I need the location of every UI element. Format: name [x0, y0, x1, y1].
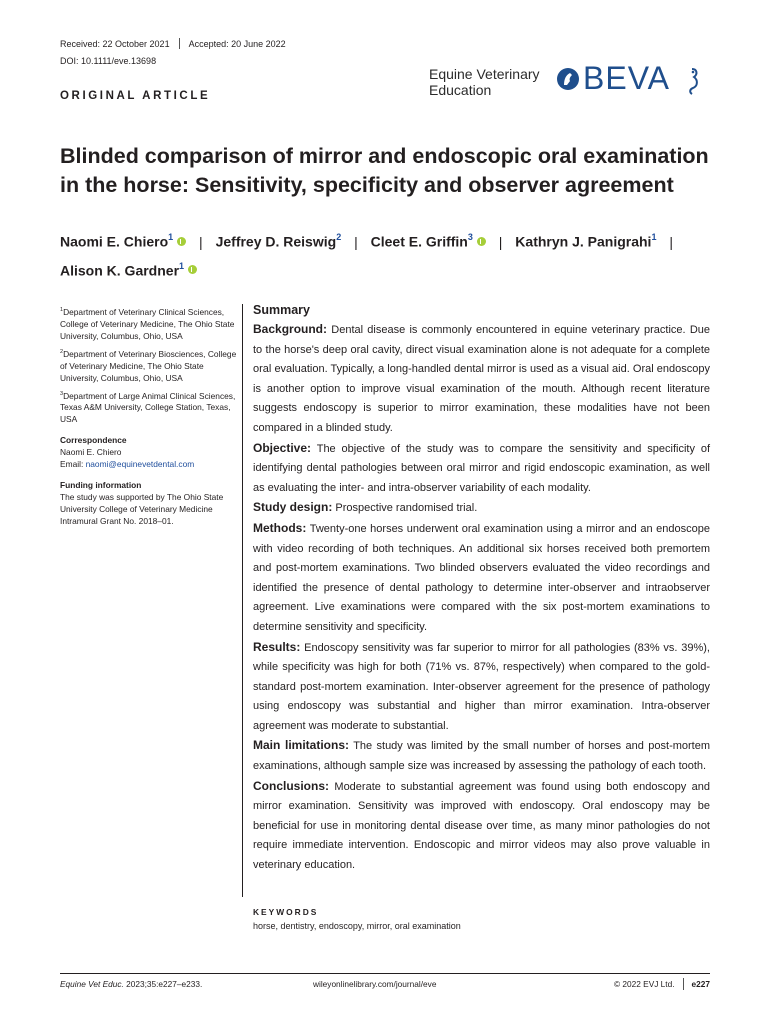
affiliation — [60, 388, 240, 426]
orcid-icon[interactable] — [477, 237, 486, 246]
author-name[interactable]: Alison K. Gardner — [60, 262, 180, 279]
divider — [179, 38, 180, 49]
background-text: Dental disease is commonly encountered in equine veterinary practice. Due to the horse's deep oral cavity, direct visual examination alone is not adequate for a complete oral evaluation. Typically, a long-handled dental mirror is used as a visual aid. Oral endoscopy is another option to improve visual examination of the mouth. Although recent literature suggests endoscopy is superior to mirror examination, these modalities have not been compared in a blinded study. — [253, 324, 710, 434]
limitations-text: The study was limited by the small number of horses and post-mortem examinations, although sample size was increased by assessing the pathology of each tooth. — [253, 740, 711, 773]
beva-logo: BEVA — [583, 60, 670, 96]
orcid-icon[interactable] — [177, 237, 186, 246]
article-type: ORIGINAL ARTICLE — [60, 90, 211, 102]
summary-section — [253, 302, 710, 876]
orcid-icon[interactable] — [188, 265, 197, 274]
title-line-2: in the horse: Sensitivity, specificity and observer agreement — [60, 173, 674, 197]
title-line-1: Blinded comparison of mirror and endoscopic oral examination — [60, 144, 709, 168]
objective-text: The objective of the study was to compare the sensitivity and specificity of identifying dental pathologies between oral mirror and rigid endoscopic examination, as well as evaluating the inter- and intra-observer variability of each modality. — [253, 442, 711, 494]
limitations-label: Main limitations: — [253, 738, 349, 753]
results-label: Results: — [253, 639, 301, 654]
affiliation — [60, 346, 240, 384]
affiliation-sup: 3 — [60, 390, 64, 397]
results-text: Endoscopy sensitivity was far superior to mirror for all pathologies (83% vs. 39%), while specificity was high for both (71% vs. 87%, respectively) when compared to the gold-standard post-mortem examination. Inter-observer agreement for the presence of pathology using endoscopy was substantial and higher than mirror examination. Intra-observer agreement was moderate to substantial. — [253, 641, 710, 732]
doi[interactable]: DOI: 10.1111/eve.13698 — [60, 56, 157, 66]
affiliation-text: Department of Large Animal Clinical Sciences, Texas A&M University, College Station, Texas, USA — [60, 390, 236, 425]
affiliation — [60, 304, 240, 342]
copyright: © 2022 EVJ Ltd. — [613, 979, 675, 989]
limitations-paragraph — [253, 736, 710, 776]
keywords-section — [253, 907, 461, 931]
article-dates — [60, 38, 286, 49]
column-divider — [242, 304, 243, 897]
author-name[interactable]: Kathryn J. Panigrahi — [515, 233, 652, 250]
page-number: e227 — [691, 979, 710, 989]
email-label: Email: — [60, 459, 84, 470]
design-label: Study design: — [253, 500, 333, 515]
affiliation-text: Department of Veterinary Clinical Sciences, College of Veterinary Medicine, The Ohio State University, Columbus, Ohio, USA — [60, 306, 235, 341]
design-text: Prospective randomised trial. — [335, 502, 478, 515]
summary-heading: Summary — [253, 303, 310, 317]
author-divider: | — [498, 233, 503, 250]
background-paragraph — [253, 320, 710, 439]
author-affiliation-sup: 2 — [336, 232, 342, 242]
funding-text: The study was supported by The Ohio State University College of Veterinary Medicine Intramural Grant No. 2018–01. — [60, 492, 224, 527]
correspondence-email — [60, 458, 240, 470]
author-affiliation-sup: 1 — [179, 260, 185, 271]
sidebar-info — [60, 304, 240, 527]
funding-heading: Funding information — [60, 480, 142, 491]
citation — [60, 979, 202, 989]
horse-head-logo-icon — [556, 67, 580, 96]
divider — [683, 978, 684, 990]
results-paragraph — [253, 638, 710, 737]
received-date: Received: 22 October 2021 — [60, 38, 170, 49]
author-divider: | — [669, 233, 673, 250]
author-divider: | — [354, 233, 358, 250]
affiliation-sup: 1 — [60, 307, 64, 313]
keywords-list: horse, dentistry, endoscopy, mirror, oral examination — [253, 921, 461, 931]
author-affiliation-sup: 3 — [467, 232, 473, 242]
aaep-seahorse-logo-icon — [680, 66, 702, 101]
footer-right — [614, 978, 710, 990]
journal-name — [429, 66, 540, 98]
journal-name-line1: Equine Veterinary — [429, 66, 540, 82]
journal-url[interactable]: wileyonlinelibrary.com/journal/eve — [313, 979, 437, 989]
author-divider: | — [199, 233, 203, 250]
author-list — [60, 226, 740, 283]
accepted-date: Accepted: 20 June 2022 — [188, 38, 286, 49]
objective-label: Objective: — [253, 440, 312, 455]
affiliation-text: Department of Veterinary Biosciences, College of Veterinary Medicine, The Ohio State University, Columbus, Ohio, USA — [60, 348, 237, 383]
methods-text: Twenty-one horses underwent oral examination using a mirror and an endoscope with video recording of both techniques. An additional six horses received both premortem and post-mortem examinations. Two blinded observers evaluated the video recordings and identified the presence of dental pathology to determine inter-observer and intraobserver agreement. Live examinations were compared with the six post-mortem examinations to determine sensitivity and specificity. — [253, 522, 710, 633]
conclusions-label: Conclusions: — [253, 778, 330, 793]
author-name[interactable]: Cleet E. Griffin — [370, 233, 468, 250]
correspondence-name: Naomi E. Chiero — [60, 447, 122, 458]
article-title — [60, 142, 720, 200]
author-name[interactable]: Jeffrey D. Reiswig — [215, 233, 337, 250]
page-footer — [60, 979, 710, 989]
methods-paragraph — [253, 519, 710, 638]
conclusions-paragraph — [253, 777, 710, 876]
design-paragraph — [253, 498, 710, 519]
conclusions-text: Moderate to substantial agreement was found using both endoscopy and mirror examination. Sensitivity was improved with endoscopy. Oral endoscopy may be beneficial for use in monitoring dental disease over time, as many minor pathologies do not require immediate intervention. Endoscopic and mirror videos may also prove valuable in veterinary education. — [253, 780, 710, 872]
affiliation-sup: 2 — [60, 348, 64, 355]
author-name[interactable]: Naomi E. Chiero — [60, 233, 169, 250]
background-label: Background: — [253, 322, 328, 336]
correspondence-heading: Correspondence — [60, 435, 127, 446]
citation-journal: Equine Vet Educ. — [60, 979, 124, 989]
footer-rule — [60, 973, 710, 974]
citation-volume: 2023;35:e227–e233. — [123, 979, 203, 989]
keywords-heading: KEYWORDS — [253, 907, 319, 917]
author-affiliation-sup: 1 — [651, 232, 657, 242]
objective-paragraph — [253, 439, 710, 499]
methods-label: Methods: — [253, 520, 307, 535]
email-link[interactable]: naomi@equinevetdental.com — [85, 459, 195, 470]
journal-name-line2: Education — [429, 82, 492, 98]
author-affiliation-sup: 1 — [168, 232, 174, 242]
